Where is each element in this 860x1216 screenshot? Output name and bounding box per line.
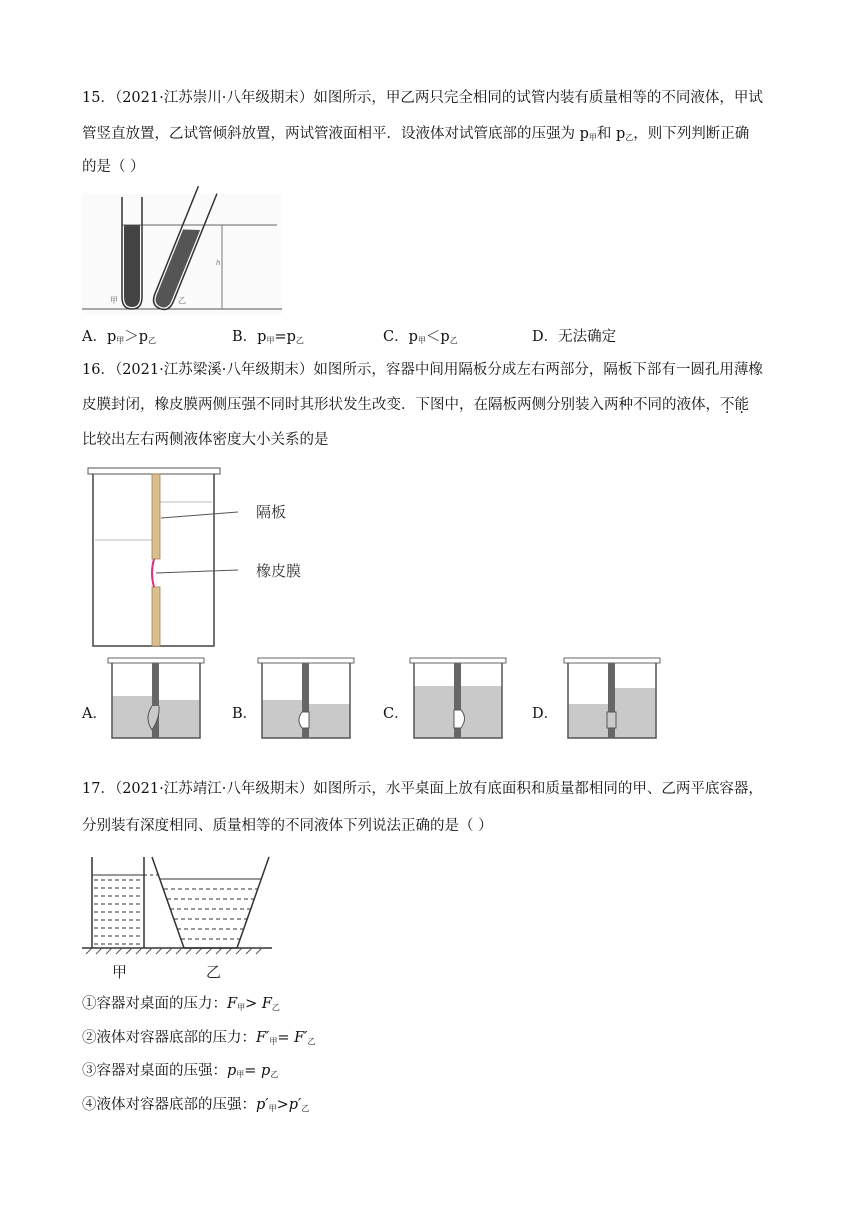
q16-line2: 皮膜封闭，橡皮膜两侧压强不同时其形状发生改变．下图中，在隔板两侧分别装入两种不同的液体，不能: [82, 397, 749, 413]
q15-line3: 的是（ ）: [82, 159, 145, 175]
q17-statement-2: ②液体对容器底部的压力：$F'_甲= F'_乙$: [82, 1030, 316, 1046]
q15-sub-jia: 甲: [588, 133, 597, 142]
q15-option-d: D．无法确定: [532, 329, 617, 345]
q15-fig-label-jia: 甲: [110, 296, 118, 305]
q15-fig-label-yi: 乙: [178, 296, 186, 305]
q15-option-b: B．$p_甲=p_乙$: [232, 329, 304, 345]
q15-figure: [82, 193, 282, 315]
q15-sub-yi: 乙: [625, 133, 634, 142]
q16-option-c-figure: [410, 658, 506, 740]
q16-emph-1: 不: [720, 397, 735, 413]
q16-line3: 比较出左右两侧液体密度大小关系的是: [82, 432, 329, 448]
q16-option-b-label: B．: [232, 706, 258, 722]
q17-figure: [82, 853, 282, 983]
q15-line2-text: 管竖直放置，乙试管倾斜放置，两试管液面相平．设液体对试管底部的压强为 p: [82, 126, 589, 142]
q16-option-a-figure: [108, 658, 204, 740]
q16-label-partition: 隔板: [256, 503, 287, 521]
q16-option-b-figure: [258, 658, 354, 740]
q16-main-figure: [88, 466, 368, 651]
q17-statement-4: ④液体对容器底部的压强：$p'_甲>p'_乙$: [82, 1097, 310, 1113]
q15-line2: [82, 124, 749, 148]
q15-and: 和 p: [596, 126, 626, 142]
q16-option-a-label: A．: [82, 706, 107, 722]
q15-line1: 15．（2021·江苏崇川·八年级期末）如图所示，甲乙两只完全相同的试管内装有质量相等的不同液体，甲试: [82, 90, 763, 106]
q16-line1: 16．（2021·江苏梁溪·八年级期末）如图所示，容器中间用隔板分成左右两部分，隔板下部有一圆孔用薄橡: [82, 362, 763, 378]
q17-line2: 分别装有深度相同、质量相等的不同液体下列说法正确的是（ ）: [82, 818, 493, 834]
q16-option-d-label: D．: [532, 706, 559, 722]
q15-option-c: C．$p_甲<p_乙$: [383, 329, 458, 345]
q17-statement-3: ③容器对桌面的压强：$p_甲= p_乙$: [82, 1063, 279, 1079]
q17-fig-label-yi: 乙: [206, 963, 222, 981]
q15-line2-end: ，则下列判断正确: [633, 126, 750, 142]
q17-line1: 17．（2021·江苏靖江·八年级期末）如图所示，水平桌面上放有底面积和质量都相同的甲、乙两平底容器，: [82, 781, 763, 797]
q17-statement-1: ①容器对桌面的压力：$F_甲> F_乙$: [82, 996, 280, 1012]
q15-option-a: A．$p_甲>p_乙$: [82, 329, 157, 345]
q16-emph-2: 能: [734, 397, 749, 413]
q17-fig-label-jia: 甲: [112, 963, 128, 981]
q16-option-d-figure: [564, 658, 660, 740]
q16-option-c-label: C．: [383, 706, 409, 722]
q15-fig-label-h: h: [216, 259, 221, 267]
q16-label-membrane: 橡皮膜: [256, 562, 302, 580]
